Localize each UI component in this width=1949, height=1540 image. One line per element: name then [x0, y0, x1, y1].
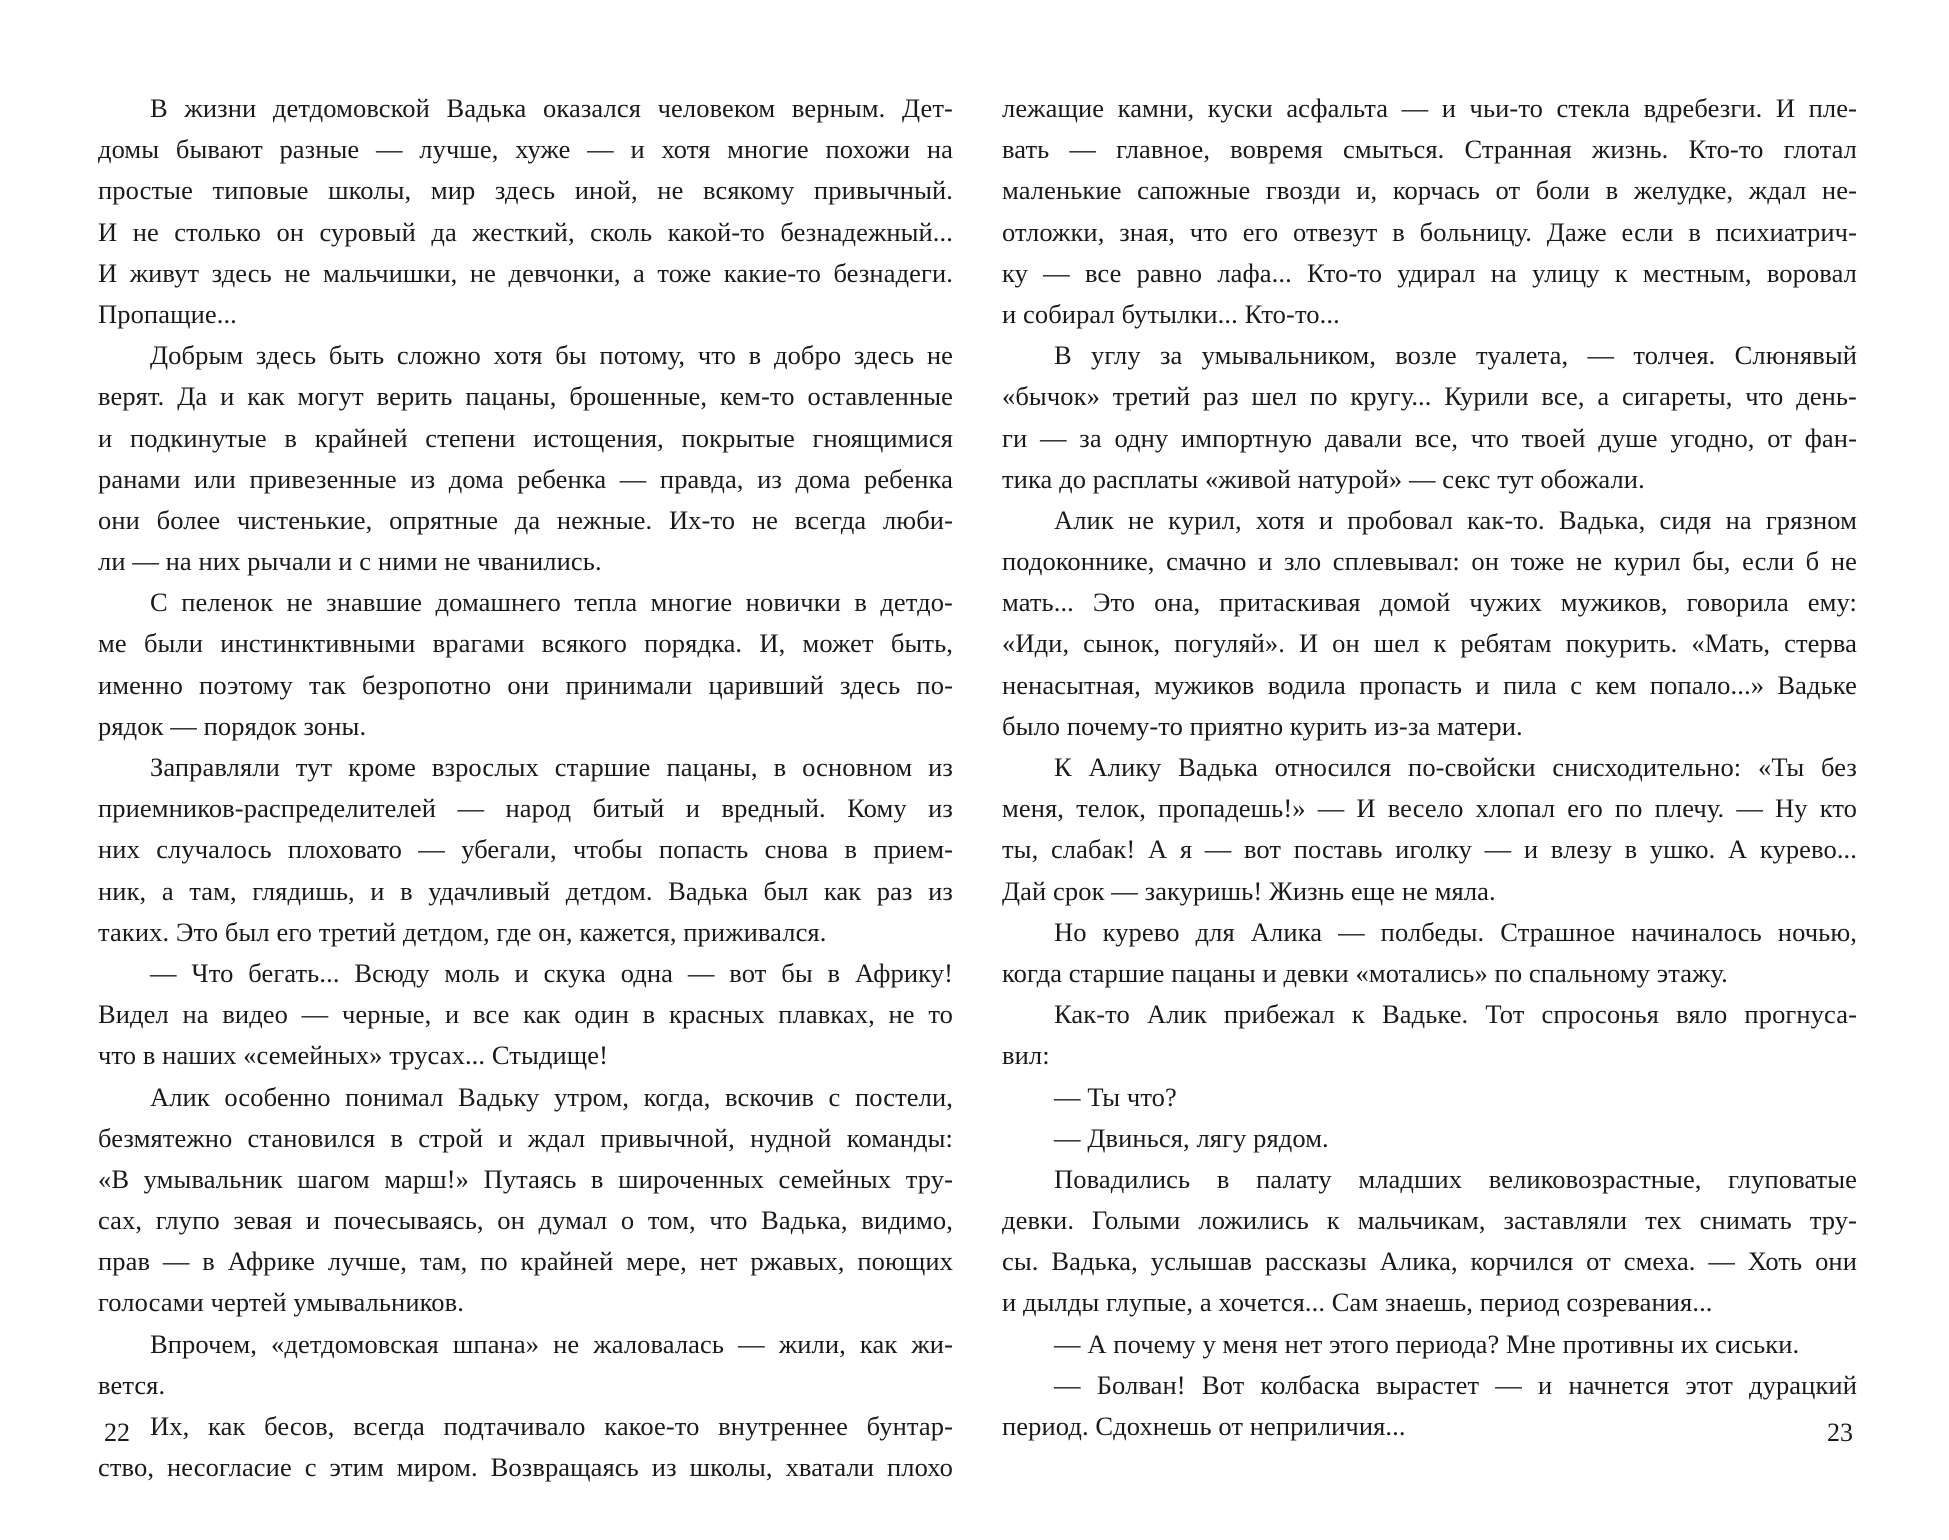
text-line: они более чистенькие, опрятные да нежные. Их-то не всегда люби- [98, 504, 953, 535]
page-number-left: 22 [104, 1418, 130, 1447]
text-line: безмятежно становился в строй и ждал привычной, нудной команды: [98, 1122, 953, 1153]
text-line: И не столько он суровый да жесткий, сколь какой-то безнадежный... [98, 216, 953, 247]
text-line: Алик не курил, хотя и пробовал как-то. Вадька, сидя на грязном [1054, 504, 1857, 535]
text-line: ник, а там, глядишь, и в удачливый детдом. Вадька был как раз из [98, 875, 953, 906]
text-line: таких. Это был его третий детдом, где он, кажется, приживался. [98, 916, 827, 947]
text-line: верят. Да и как могут верить пацаны, брошенные, кем-то оставленные [98, 381, 953, 412]
text-line: и дылды глупые, а хочется... Сам знаешь, период созревания... [1002, 1287, 1713, 1318]
text-line: В жизни детдомовской Вадька оказался человеком верным. Дет- [150, 93, 953, 123]
text-line: было почему-то приятно курить из-за матери. [1002, 710, 1523, 741]
text-line: тика до расплаты «живой натурой» — секс тут обожали. [1002, 463, 1645, 494]
right-page [1002, 88, 1857, 1448]
text-line: В углу за умывальником, возле туалета, — толчея. Слюнявый [1054, 340, 1857, 371]
page-number-right: 23 [1827, 1418, 1853, 1447]
text-line: — Ты что? [1054, 1081, 1177, 1112]
text-line: рядок — порядок зоны. [98, 710, 367, 741]
text-line: что в наших «семейных» трусах... Стыдище! [98, 1040, 609, 1071]
text-line: отложки, зная, что его отвезут в больницу. Даже если в психиатрич- [1002, 216, 1857, 247]
text-line: Алик особенно понимал Вадьку утром, когда, вскочив с постели, [150, 1081, 953, 1112]
left-page-text [98, 88, 953, 1488]
text-line: голосами чертей умывальников. [98, 1287, 464, 1318]
text-line: Но курево для Алика — полбеды. Страшное начиналось ночью, [1054, 916, 1857, 947]
text-line: ранами или привезенные из дома ребенка — правда, из дома ребенка [98, 463, 953, 494]
text-line: мать... Это она, притаскивая домой чужих мужиков, говорила ему: [1002, 587, 1857, 618]
text-line: приемников-распределителей — народ битый и вредный. Кому из [98, 793, 953, 824]
text-line: — Что бегать... Всюду моль и скука одна — вот бы в Африку! [150, 957, 953, 988]
text-line: вать — главное, вовремя смыться. Странная жизнь. Кто-то глотал [1002, 134, 1857, 165]
text-line: и подкинутые в крайней степени истощения, покрытые гноящимися [98, 422, 953, 453]
text-line: подоконнике, смачно и зло сплевывал: он тоже не курил бы, если б не [1002, 546, 1857, 577]
text-line: вил: [1002, 1040, 1050, 1071]
text-line: «Иди, сынок, погуляй». И он шел к ребятам покурить. «Мать, стерва [1002, 628, 1857, 659]
text-line: ненасытная, мужиков водила пропасть и пила с кем попало...» Вадьке [1002, 669, 1857, 700]
text-line: маленькие сапожные гвозди и, корчась от боли в желудке, ждал не- [1002, 175, 1857, 206]
text-line: Видел на видео — черные, и все как один в красных плавках, не то [98, 999, 953, 1030]
text-line: ме были инстинктивными врагами всякого порядка. И, может быть, [98, 628, 953, 659]
text-line: сах, глупо зевая и почесываясь, он думал о том, что Вадька, видимо, [98, 1205, 953, 1236]
text-line: период. Сдохнешь от неприличия... [1002, 1411, 1406, 1441]
text-line: Дай срок — закуришь! Жизнь еще не мяла. [1002, 875, 1496, 906]
text-line: ли — на них рычали и с ними не чванились. [98, 546, 602, 577]
text-line: ство, несогласие с этим миром. Возвращаясь из школы, хватали плохо [98, 1452, 953, 1483]
text-line: «бычок» третий раз шел по кругу... Курили все, а сигареты, что день- [1002, 381, 1857, 412]
text-line: — Двинься, лягу рядом. [1054, 1122, 1329, 1153]
text-line: Добрым здесь быть сложно хотя бы потому, что в добро здесь не [150, 340, 953, 371]
text-line: ги — за одну импортную давали все, что твоей душе угодно, от фан- [1002, 422, 1857, 453]
text-line: вется. [98, 1369, 166, 1400]
text-line: И живут здесь не мальчишки, не девчонки, а тоже какие-то безнадеги. [98, 257, 953, 288]
text-line: Заправляли тут кроме взрослых старшие пацаны, в основном из [150, 752, 953, 782]
text-line: Повадились в палату младших великовозрастные, глуповатые [1054, 1163, 1857, 1194]
text-line: Как-то Алик прибежал к Вадьке. Тот спросонья вяло прогнуса- [1054, 999, 1857, 1030]
text-line: когда старшие пацаны и девки «мотались» по спальному этажу. [1002, 957, 1728, 988]
text-line: именно поэтому так безропотно они принимали царивший здесь по- [98, 669, 953, 700]
text-line: девки. Голыми ложились к мальчикам, заставляли тех снимать тру- [1002, 1205, 1857, 1236]
text-line: лежащие камни, куски асфальта — и чьи-то стекла вдребезги. И пле- [1002, 93, 1857, 123]
text-line: меня, телок, пропадешь!» — И весело хлопал его по плечу. — Ну кто [1002, 793, 1857, 824]
text-line: них случалось плоховато — убегали, чтобы попасть снова в прием- [98, 834, 953, 865]
text-line: и собирал бутылки... Кто-то... [1002, 298, 1340, 329]
text-line: ты, слабак! А я — вот поставь иголку — и влезу в ушко. А курево... [1002, 834, 1857, 865]
text-line: прав — в Африке лучше, там, по крайней мере, нет ржавых, поющих [98, 1246, 953, 1277]
text-line: «В умывальник шагом марш!» Путаясь в широченных семейных тру- [98, 1163, 953, 1194]
text-line: домы бывают разные — лучше, хуже — и хотя многие похожи на [98, 134, 953, 165]
text-line: сы. Вадька, услышав рассказы Алика, корчился от смеха. — Хоть они [1002, 1246, 1857, 1277]
text-line: Впрочем, «детдомовская шпана» не жаловалась — жили, как жи- [150, 1328, 953, 1359]
left-page [98, 88, 953, 1483]
text-line: ку — все равно лафа... Кто-то удирал на улицу к местным, воровал [1002, 257, 1857, 288]
text-line: К Алику Вадька относился по-свойски снисходительно: «Ты без [1054, 752, 1857, 782]
text-line: — А почему у меня нет этого периода? Мне противны их сиськи. [1054, 1328, 1800, 1359]
right-page-text [1002, 88, 1857, 1447]
text-line: С пеленок не знавшие домашнего тепла многие новички в детдо- [150, 587, 953, 618]
text-line: простые типовые школы, мир здесь иной, не всякому привычный. [98, 175, 953, 206]
text-line: Их, как бесов, всегда подтачивало какое-то внутреннее бунтар- [150, 1411, 953, 1441]
text-line: Пропащие... [98, 298, 237, 329]
text-line: — Болван! Вот колбаска вырастет — и начнется этот дурацкий [1054, 1369, 1857, 1400]
